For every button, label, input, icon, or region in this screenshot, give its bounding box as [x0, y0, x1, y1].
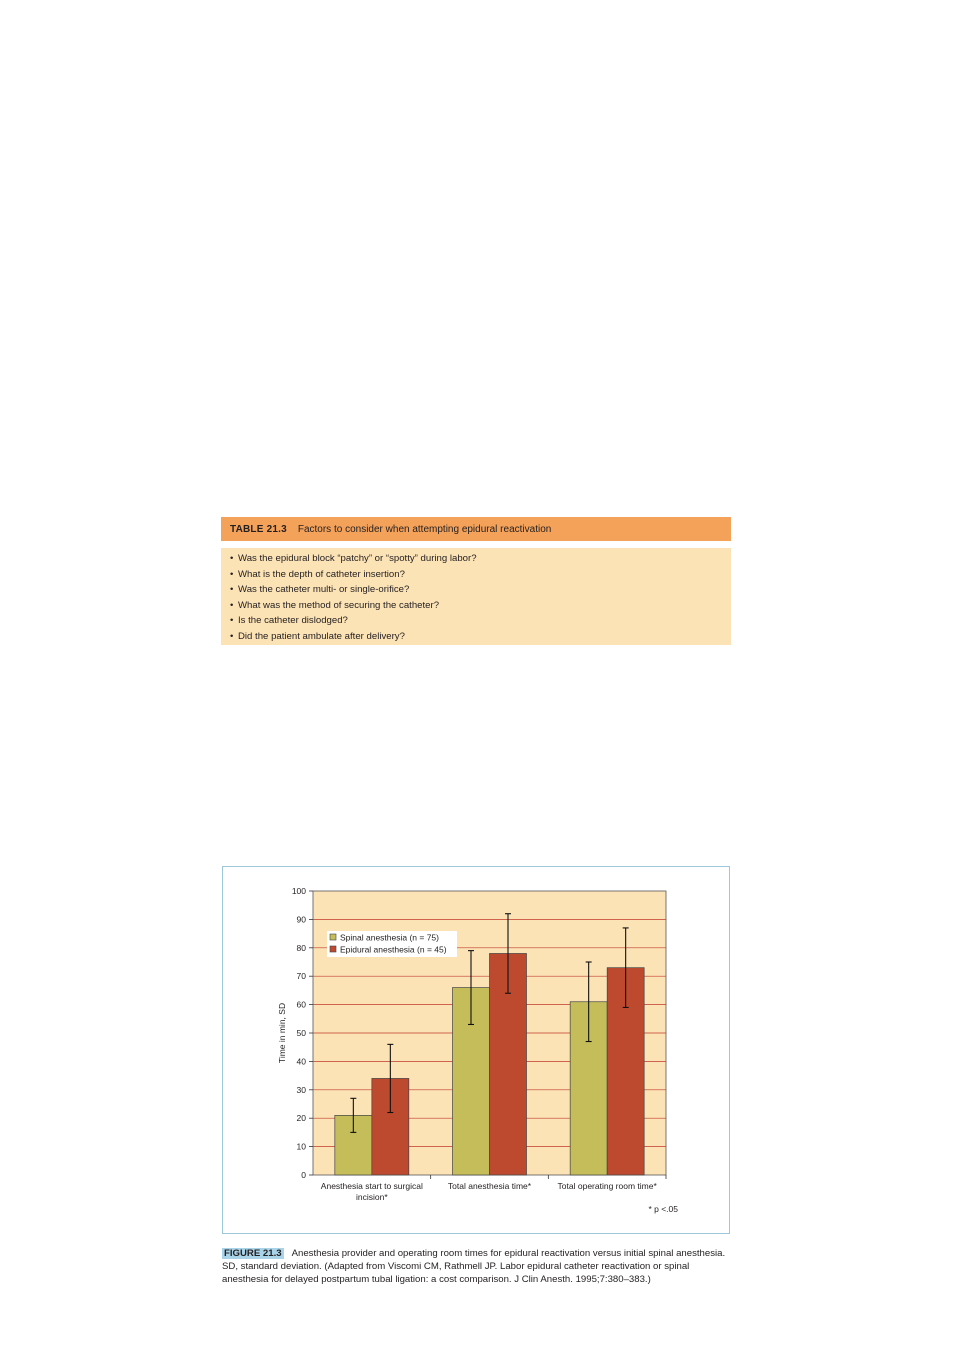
table-row: [230, 629, 731, 645]
table-row-text: Was the epidural block “patchy” or “spotty” during labor?: [238, 553, 477, 564]
y-tick-label: 80: [296, 942, 306, 953]
x-tick-label: Total operating room time*: [557, 1181, 657, 1191]
bullet-icon: •: [230, 615, 234, 626]
y-tick-label: 90: [296, 914, 306, 925]
y-tick-label: 60: [296, 999, 306, 1010]
bullet-icon: •: [230, 584, 234, 595]
legend-label: Spinal anesthesia (n = 75): [340, 932, 439, 943]
figure-label: FIGURE 21.3: [224, 1248, 282, 1259]
caption-text: Anesthesia provider and operating room times for epidural reactivation versus initial spinal anesthesia. SD, standard deviation. (Adapted from Viscomi CM, Rathmell JP. Labor epidural catheter reactivation or spinal anesthesia for delayed postpartum tubal ligation: a cost comparison. J Clin Anesth. 1995;7:380–383.): [222, 1248, 726, 1285]
table-row-text: Is the catheter dislodged?: [238, 615, 348, 626]
x-tick-label: Total anesthesia time*: [447, 1181, 532, 1191]
y-axis-label: Time in min, SD: [277, 1002, 287, 1064]
table-header: [221, 517, 731, 541]
table-row-text: What is the depth of catheter insertion?: [238, 568, 405, 580]
table-row: [230, 551, 731, 567]
y-tick-label: 30: [296, 1084, 306, 1095]
table-row-text: Was the catheter multi- or single-orifice?: [238, 584, 410, 595]
legend-label: Epidural anesthesia (n = 45): [340, 944, 447, 955]
table-row-text: Did the patient ambulate after delivery?: [238, 630, 405, 642]
bullet-icon: •: [230, 599, 234, 611]
table-row-text: What was the method of securing the catheter?: [238, 599, 440, 611]
significance-note: * p <.05: [648, 1204, 678, 1214]
y-tick-label: 0: [301, 1170, 306, 1180]
bullet-icon: •: [230, 553, 234, 564]
x-tick-label: Anesthesia start to surgical: [320, 1181, 423, 1191]
factors-table: [221, 517, 731, 645]
y-tick-label: 40: [296, 1056, 306, 1067]
y-tick-label: 10: [296, 1141, 306, 1152]
bar-chart: [223, 867, 729, 1233]
y-tick-label: 20: [296, 1113, 306, 1124]
bullet-icon: •: [230, 568, 234, 580]
legend-swatch: [330, 934, 336, 940]
x-tick-label: incision*: [356, 1192, 388, 1202]
table-row: [230, 598, 731, 614]
table-body: [221, 548, 731, 645]
table-row: [230, 567, 731, 583]
y-tick-label: 50: [296, 1028, 306, 1038]
bullet-icon: •: [230, 630, 234, 642]
legend-swatch: [330, 946, 336, 952]
table-row: [230, 582, 731, 598]
figure-frame: [222, 866, 730, 1234]
table-label: TABLE 21.3: [230, 523, 287, 535]
figure-caption: [222, 1247, 734, 1286]
table-title: Factors to consider when attempting epidural reactivation: [297, 523, 552, 535]
y-tick-label: 70: [296, 971, 306, 982]
table-row: [230, 613, 731, 629]
y-tick-label: 100: [291, 886, 306, 896]
